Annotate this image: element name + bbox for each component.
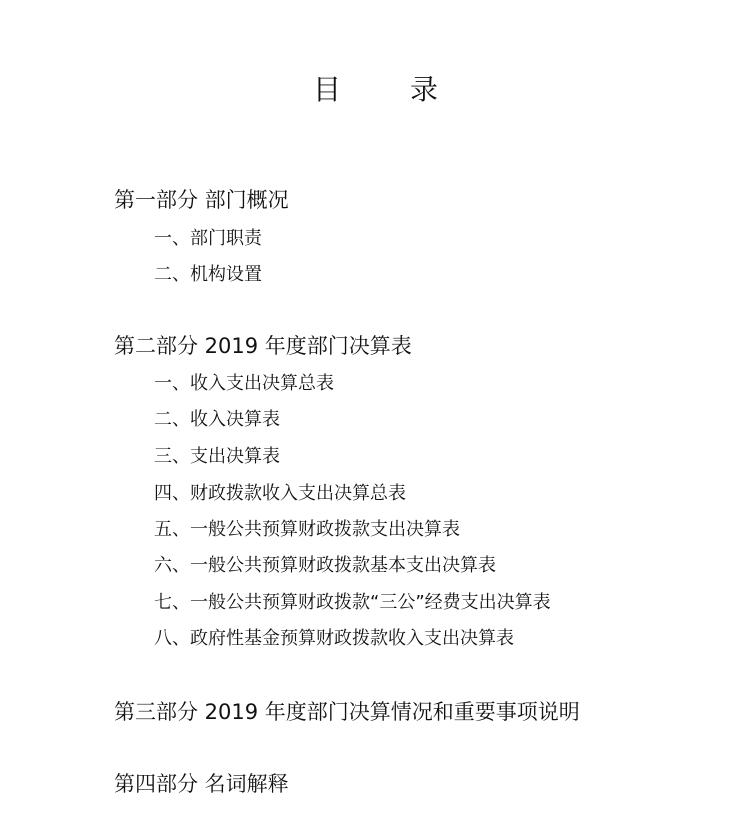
toc-item: 七、一般公共预算财政拨款“三公”经费支出决算表 xyxy=(154,592,551,613)
toc-item: 四、财政拨款收入支出决算总表 xyxy=(154,483,406,504)
toc-part-2: 第二部分 2019 年度部门决算表 xyxy=(114,334,412,358)
toc-item: 一、收入支出决算总表 xyxy=(154,373,334,394)
toc-item: 三、支出决算表 xyxy=(154,446,280,467)
toc-part-1: 第一部分 部门概况 xyxy=(114,188,289,212)
toc-item: 八、政府性基金预算财政拨款收入支出决算表 xyxy=(154,628,514,649)
toc-part-4: 第四部分 名词解释 xyxy=(114,772,289,796)
toc-item: 二、机构设置 xyxy=(154,264,262,285)
toc-item: 五、一般公共预算财政拨款支出决算表 xyxy=(154,519,460,540)
toc-item: 一、部门职责 xyxy=(154,228,262,249)
toc-part-3: 第三部分 2019 年度部门决算情况和重要事项说明 xyxy=(114,700,580,724)
toc-item: 六、一般公共预算财政拨款基本支出决算表 xyxy=(154,555,496,576)
toc-item: 二、收入决算表 xyxy=(154,409,280,430)
page-title: 目 录 xyxy=(313,73,468,106)
